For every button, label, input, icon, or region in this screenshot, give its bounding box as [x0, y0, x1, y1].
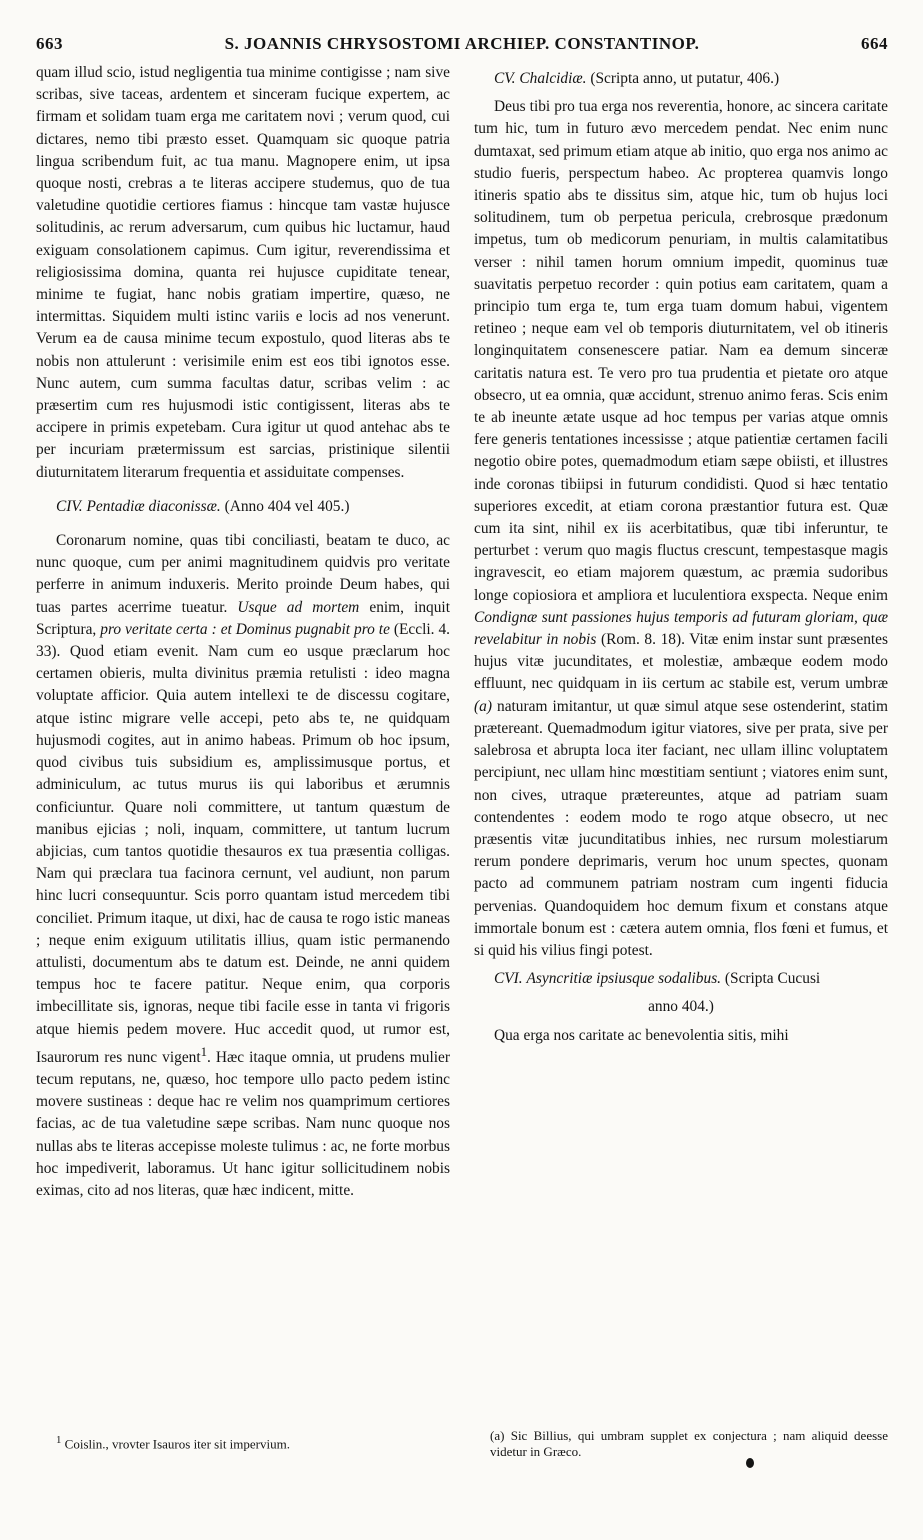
section-number: CVI. [494, 970, 523, 988]
footnote-right [490, 1428, 888, 1460]
scripture-reference: (Eccli. 4. 33). [36, 620, 450, 661]
scripture-quote: pro veritate certa : et Dominus pugnabit pro te [100, 620, 390, 638]
letter-civ-body [36, 530, 450, 1202]
letter-cv-body [474, 96, 888, 962]
section-title: Chalcidiæ. [519, 70, 587, 87]
note-marker: (a) [474, 697, 492, 715]
text-run: Vitæ enim instar sunt præsentes hujus vitæ jucunditates, et molestiæ, ambæque eodem modo effluunt, nec quidquam in iis certum ac stabile est, verum umbræ [474, 631, 888, 693]
section-number: CIV. [56, 497, 83, 515]
text-run: naturam imitantur, ut quæ simul atque sese ostenderint, statim prætereant. Quemadmodum igitur viatores, sive per prata, sive per salebrosa et abrupta loca iter faciant, nec ullam illinc voluptatem percipiunt, nec ullam hinc mœstitiam sentiunt ; viatores enim sunt, non cives, utraque prætereuntes, atque ad patriam suam contendentes : eodem modo te rogo atque obsecro, ut nec præsentis vitæ jucunditatibus inhies, nec rursum molestiarum rerum pondere deprimaris, verum hoc unum spectes, quonam pacto ad communem patriam nostram cum ingenti fiducia pervenias. Quandoquidem hoc demum fixum et constans atque immortale bonum est : cætera autem omnia, flos fœni et fumus, et si quid his vilius fingi potest. [474, 697, 888, 959]
section-number: CV. [494, 70, 516, 87]
text-run: Deus tibi pro tua erga nos reverentia, honore, ac sincera caritate tum hic, tum in futuro ævo mercedem pendat. Nec enim nunc dumtaxat, sed primum etiam atque ab initio, quo erga nos animo ac studio fueris, perspectum habeo. Ac propterea quamvis longo itineris spatio abs te dissitus sim, atque hic, tum ob hujus loci solitudinem, tum ob perpetua pericula, crebrosque prædonum impetus, tum ob medicorum penuriam, in multis calamitatibus verser : nihil tamen horum omnium impedit, quominus tuæ suavitatis perpetuo recorder : quin potius eam caritatem, quam a principio tum erga te, tum erga tuam domum habui, vigentem retineo ; neque eam vel ob temporis diuturnitatem, vel ob itineris longinquitatem consenescere patiar. Nam ea demum sinceræ caritatis natura est. Te vero pro tua prudentia et pietate oro atque obsecro, ut ea omnia, quæ accidunt, strenuo animo feras. Scis enim te ab ineunte ætate usque ad hoc tempus per varias atque omnis fere generis tentationes incessisse ; atque patientiæ certamen facili negotio obire potes, quemadmodum etiam sæpe obiisti, et illustres inde coronas tibiipsi in futurum condidisti. Quod si hæc tentatio superiores excedit, at etiam corona præstantior futura est. Quæ cum ita sint, nihil ex iis acerbitatibus, quæ tibi inferuntur, te perturbet : verum quo magis fluctus crescunt, tempestasque magis ingravescit, eo etiam majorem quæstum, ac præmia sudoribus longe copiosiora et ampliora et luculentiora exspecta. Neque enim [474, 98, 888, 604]
text-run: Quod etiam evenit. Nam cum eo usque præclarum hoc certamen obieris, multa divinitus præmia retulisti : ideo magna voluptate afficior. Quia autem intellexi te de discessu cogitare, atque istinc migrare velle accepi, peto abs te, ne quidquam hujusmodi cogites, aut in animo habeas. Primum ob hoc ipsum, quod civibus tuis subsidium es, amplissimusque portus, et adminiculum, ac tutus murus iis qui laboribus et ærumnis conficiuntur. Quare noli committere, ut tantum quæstum de manibus ejicias ; noli, inquam, committere, ut tantum lucrum abjicias, cum tantos quotidie thesauros ex tua præsentia colligas. Nam qui præclara tua facinora cernunt, vel audiunt, non parum hinc lucri consequuntur. Scis porro quantam istud mercedem tibi conciliet. Primum itaque, ut dixi, hac de causa te rogo istic maneas ; neque enim exiguum utilitatis illius, quam istic permanendo attulisti, documentum abs te datum est. Deinde, ne anni quidem tempus hoc te facere patitur. Neque enim, qua corporis imbecillitate sis, ignoras, neque tibi facile esse in tanta vi frigoris atque hiemis pedem movere. Huc accedit quod, ut rumor est, Isaurorum res nunc vigent [36, 643, 450, 1066]
footnote-left [56, 1432, 446, 1452]
section-date-line [474, 996, 888, 1018]
left-column [36, 62, 450, 1427]
text-run: . Hæc itaque omnia, ut prudens mulier tecum reputans, ne, quæso, hoc tempore ullo pacto pedem istinc movere sustineas : deque hac re velim nos quamprimum certiores facias, ac de tua valetudine sæpe scribas. Nam nunc quoque nos nullas abs te literas accepisse moleste tulimus : ac, ne forte morbus hoc impediverit, laboramus. Ut hanc igitur sollicitudinem nobis eximas, cito ad nos literas, quæ hæc indicent, mitte. [36, 1048, 450, 1200]
footnote-mark: 1 [56, 1434, 62, 1446]
running-title: S. JOANNIS CHRYSOSTOMI ARCHIEP. CONSTANTINOP. [224, 34, 700, 53]
section-date: anno 404.) [648, 998, 714, 1016]
footnote-text: Coislin., vrovter Isauros iter sit impervium. [64, 1436, 290, 1452]
page-number-right: 664 [861, 34, 888, 53]
section-heading-cv [474, 68, 888, 90]
section-date: (Anno 404 vel 405.) [224, 497, 350, 515]
section-heading-cvi [474, 968, 888, 990]
letter-cvi-body: Qua erga nos caritate ac benevolentia sitis, mihi [494, 1026, 789, 1044]
right-column-body [474, 62, 888, 1422]
text-run: Coronarum nomine, quas tibi conciliasti, beatam te duco, ac nunc quoque, cum per animi magnitudinem quidvis pro veritate perferre in animum induxeris. Merito proinde Deum habes, qui tuas partes acerrime tueatur. [36, 532, 450, 616]
scripture-quote: Usque ad mortem [237, 598, 360, 616]
section-date: (Scripta Cucusi [724, 970, 821, 988]
section-heading-civ [36, 496, 450, 518]
running-header [36, 34, 888, 58]
footnote-text: Sic Billius, qui umbram supplet ex conjectura ; nam aliquid deesse videtur in Græco. [490, 1428, 888, 1459]
footnote-mark: (a) [490, 1428, 505, 1443]
scripture-reference: (Rom. 8. 18). [600, 631, 685, 649]
section-date: (Scripta anno, ut putatur, 406.) [590, 70, 780, 87]
page-number-left: 663 [36, 34, 63, 53]
text-run: enim, inquit Scriptura, [36, 598, 450, 638]
paragraph-continued: quam illud scio, istud negligentia tua minime contigisse ; nam sive scribas, sive taceas, ardentem et sinceram fucique expertem, ac firmam et solidam tuam erga me caritatem novi ; verum quod, cui dictares, nemo tibi præsto esset. Quamquam sic quoque patria lingua scribendum fuit, ac tua manu. Magnopere enim, ut ipsa quoque nosti, crebras a te literas accipere studemus, quo de tua valetudine quotidie certiores fiamus : hincque tam vastæ hujusce solitudinis, ac rerum adversarum, cum quibus hic luctamur, haud exiguam consolationem capimus. Cum igitur, reverendissima et religiosissima domina, quanta rei hujusce cupiditate tenear, minime te fugiat, hanc nobis gratiam impertire, quæso, ne intermittas. Siquidem multi istinc variis e locis ad nos venerunt. Verum ea de causa minime tecum expostulo, quod literas abs te nobis non attulerunt : verisimile enim est eos tibi ignotos esse. Nunc autem, cum summa facultas datur, scribas velim : ac præsertim cum res hujusmodi istic contigissent, literas abs te accipere in primis expetebam. Cura igitur ut quod antehac abs te per incuriam prætermissum est sarcias, pristinique silentii diuturnitatem literarum frequentia et assiduitate compenses. [36, 64, 450, 481]
section-title: Asyncritiæ ipsiusque sodalibus. [526, 970, 722, 988]
section-title: Pentadiæ diaconissæ. [86, 497, 221, 515]
footnote-marker: 1 [200, 1044, 208, 1059]
decorative-dot [746, 1458, 754, 1468]
scripture-quote: Condignæ sunt passiones hujus temporis ad futuram gloriam, quæ revelabitur in nobis [474, 608, 888, 649]
